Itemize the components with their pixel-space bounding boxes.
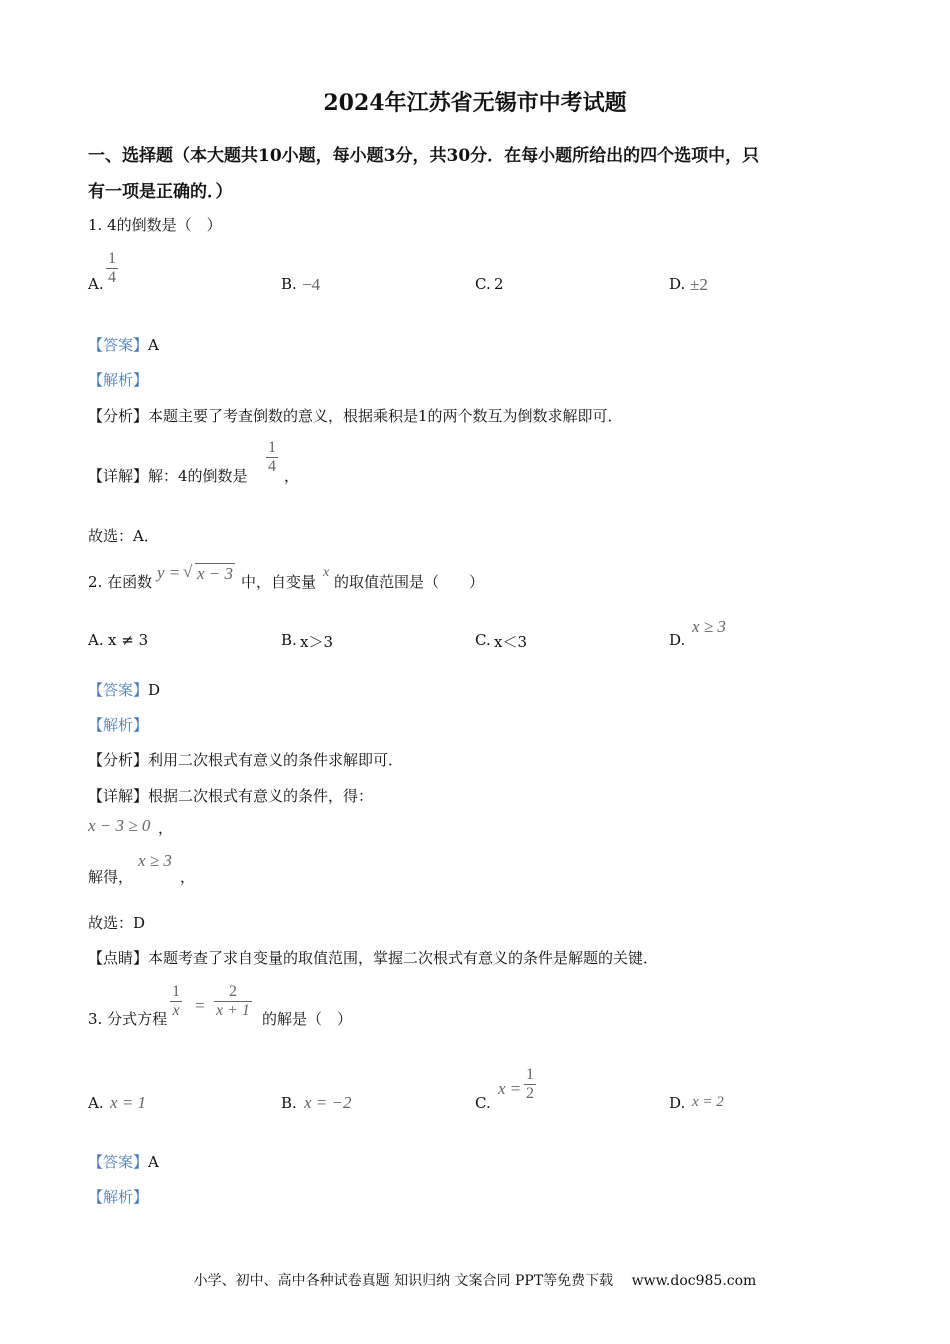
q1-answer-value: A (148, 336, 159, 354)
q3-stem-post: 的解是（ ） (262, 1010, 353, 1028)
q1-option-d-value: ±2 (690, 275, 708, 294)
q3-option-c-denominator: 2 (526, 1085, 534, 1102)
q3-option-c-numerator: 1 (526, 1066, 534, 1083)
q2-stem-post: 的取值范围是（ ） (334, 573, 485, 591)
q1-detail-label: 【详解】 (88, 467, 149, 485)
q2-solve-comma: ， (180, 868, 196, 886)
q3-answer-value: A (148, 1153, 159, 1171)
q1-option-c-value: 2 (494, 275, 504, 293)
q3-option-c-label: C. (475, 1094, 491, 1112)
q2-solve-pre: 解得， (88, 868, 134, 886)
q1-stem: 1. 4的倒数是（ ） (88, 216, 222, 234)
q2-detail-label: 【详解】 (88, 787, 149, 805)
section-heading-line2: 有一项是正确的．） (88, 182, 233, 202)
q2-option-d-value: x ≥ 3 (692, 617, 726, 636)
section-heading-line1: 一、选择题（本大题共10小题，每小题3分，共30分．在每小题所给出的四个选项中，只 (88, 146, 760, 166)
q3-lhs-numerator: 1 (172, 983, 180, 1000)
q3-option-b-label: B. (281, 1094, 297, 1112)
q3-lhs-fraction (170, 983, 182, 1020)
q1-choose: 故选：A． (88, 527, 159, 545)
q2-option-c-value: x＜3 (494, 633, 528, 651)
q2-stem-mid: 中，自变量 (241, 573, 317, 591)
q2-function-lhs: y = (157, 563, 181, 582)
q3-option-c-fraction (524, 1066, 536, 1103)
q3-option-c-lhs: x = (498, 1079, 522, 1098)
q2-option-c-label: C. (475, 631, 491, 649)
q1-option-a-label: A. (88, 275, 104, 293)
q2-answer-value: D (148, 681, 161, 699)
q1-analysis-label: 【解析】 (88, 371, 149, 389)
q3-stem-pre: 3. 分式方程 (88, 1010, 168, 1028)
q2-inequality-comma: ， (158, 819, 174, 837)
q2-choose: 故选：D (88, 914, 146, 932)
q1-option-a-numerator: 1 (108, 250, 116, 267)
q2-answer-row (88, 679, 160, 700)
q2-variable: x (323, 565, 330, 580)
q1-option-b-value: −4 (302, 275, 321, 294)
q1-option-b-label: B. (281, 275, 297, 293)
q3-option-d-value: x = 2 (692, 1094, 724, 1110)
page-title: 2024年江苏省无锡市中考试题 (323, 90, 627, 116)
q1-detail-comma: ， (284, 467, 300, 485)
q1-detail-fraction (266, 439, 278, 476)
q3-lhs-denominator: x (170, 1001, 182, 1020)
q2-option-a-value: x ≠ 3 (108, 631, 149, 649)
q1-fenxi-row (88, 405, 623, 426)
q3-equals: = (195, 996, 205, 1015)
q2-fenxi-row (88, 749, 403, 770)
q2-sqrt-sign: √ (183, 562, 193, 581)
q3-answer-row (88, 1151, 159, 1172)
q2-analysis-label: 【解析】 (88, 716, 149, 734)
q3-rhs-fraction (214, 983, 252, 1020)
q1-detail-text: 解：4的倒数是 (148, 467, 248, 485)
q3-option-b-value: x = −2 (304, 1093, 352, 1112)
q3-analysis-label: 【解析】 (88, 1188, 149, 1206)
q2-option-b-value: x＞3 (300, 633, 334, 651)
q3-rhs-numerator: 2 (228, 983, 237, 1000)
q3-option-a-label: A. (88, 1094, 104, 1112)
q2-comment-row (88, 947, 658, 968)
q3-answer-label: 【答案】 (88, 1153, 149, 1171)
q2-inequality: x − 3 ≥ 0 (88, 816, 151, 835)
page-footer: 小学、初中、高中各种试卷真题 知识归纳 文案合同 PPT等免费下载 www.doc985.com (193, 1273, 757, 1289)
q2-solve-value: x ≥ 3 (138, 851, 172, 870)
q2-detail-row (88, 785, 373, 806)
q1-option-d-label: D. (669, 275, 686, 293)
q1-fenxi-text: 本题主要了考查倒数的意义，根据乘积是1的两个数互为倒数求解即可． (148, 407, 623, 425)
q1-answer-label: 【答案】 (88, 336, 149, 354)
q2-comment-label: 【点睛】 (88, 949, 149, 967)
q2-fenxi-text: 利用二次根式有意义的条件求解即可． (148, 751, 404, 769)
q1-detail-numerator: 1 (268, 439, 276, 456)
q2-option-d-label: D. (669, 631, 686, 649)
q2-function-radicand: x − 3 (197, 564, 234, 583)
q2-answer-label: 【答案】 (88, 681, 149, 699)
q1-answer-row (88, 334, 159, 355)
q1-detail-denominator: 4 (268, 458, 276, 475)
q1-option-a-denominator: 4 (108, 269, 116, 286)
q1-option-a-fraction (106, 250, 118, 287)
q3-option-a-value: x = 1 (110, 1093, 147, 1112)
q2-option-a-label: A. (88, 631, 104, 649)
q2-option-b-label: B. (281, 631, 297, 649)
q2-detail-text: 根据二次根式有意义的条件，得： (148, 787, 374, 805)
q2-fenxi-label: 【分析】 (88, 751, 149, 769)
q1-fenxi-label: 【分析】 (88, 407, 149, 425)
q3-option-d-label: D. (669, 1094, 686, 1112)
q1-option-c-label: C. (475, 275, 491, 293)
q2-comment-text: 本题考查了求自变量的取值范围，掌握二次根式有意义的条件是解题的关键． (148, 949, 659, 967)
q1-detail-row (88, 465, 248, 486)
q2-stem-pre: 2. 在函数 (88, 573, 153, 591)
q3-rhs-denominator: x + 1 (216, 1002, 250, 1019)
